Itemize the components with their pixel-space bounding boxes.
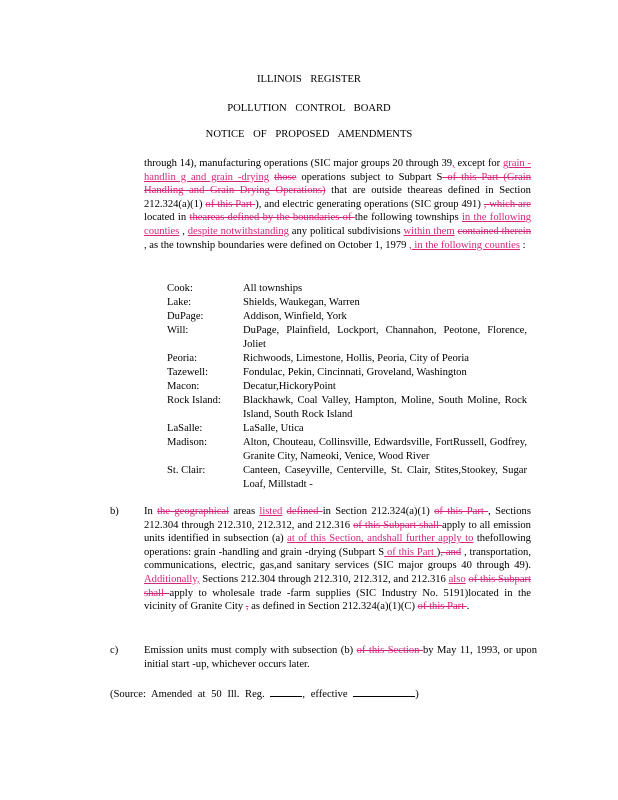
body-text: ,	[179, 225, 188, 237]
county-name: Macon:	[167, 381, 200, 392]
deleted-text: theareas defined by the boundaries of	[189, 212, 355, 224]
body-text: reas defined in Section 212.324(a)(1)	[144, 185, 531, 210]
body-text: Emission units must comply with subsection (b)	[144, 645, 357, 656]
source-prefix: (Source: Amended at 50 Ill. Reg.	[110, 689, 265, 700]
item-c-paragraph	[144, 644, 537, 671]
body-text: located in	[144, 212, 190, 224]
deleted-text: of this Section	[356, 645, 423, 656]
register-title: ILLINOIS REGISTER	[257, 74, 361, 85]
township-list: Richwoods, Limestone, Hollis, Peoria, City of Peoria	[243, 353, 469, 364]
body-text: any political subdivisions	[288, 225, 404, 237]
township-list: All townships	[243, 283, 303, 294]
county-name: Lake:	[167, 297, 192, 308]
deleted-text: , and	[440, 546, 462, 558]
deleted-text: contained therein	[457, 225, 531, 237]
county-name: Rock Island:	[167, 395, 221, 406]
body-text: operations subject to Subpart S	[296, 171, 443, 183]
inserted-text: of this Part	[384, 546, 437, 558]
effective-date-blank	[353, 686, 415, 697]
item-b-label: b)	[110, 506, 119, 517]
body-text: :	[520, 239, 526, 251]
deleted-text: , which are	[483, 198, 531, 210]
body-text: In	[144, 506, 158, 517]
inserted-text: also	[448, 573, 466, 585]
body-text: thefollowing operations: grain -handling and grain -drying (Subpart S	[144, 533, 531, 558]
township-list: Canteen, Caseyville, Centerville, St. Clair, Stites,Stookey, Sugar Loaf, Millstadt -	[243, 465, 527, 490]
intro-paragraph	[144, 157, 531, 252]
body-text: , transportation, communications, electric, gas,and sanitary services (SIC major groups 40 through 49).	[144, 546, 531, 572]
township-list: LaSalle, Utica	[243, 423, 304, 434]
county-name: Will:	[167, 325, 189, 336]
county-name: St. Clair:	[167, 465, 206, 476]
body-text: Sections 212.304 through 212.310, 212.312, and 212.316	[199, 573, 449, 585]
deleted-text: of this Part	[417, 601, 467, 613]
township-list: Shields, Waukegan, Warren	[243, 297, 360, 308]
deleted-text: defined	[286, 506, 323, 517]
source-note	[110, 686, 419, 702]
item-c-label: c)	[110, 645, 119, 656]
source-suffix: )	[415, 689, 419, 700]
county-name: Tazewell:	[167, 367, 209, 378]
township-list: DuPage, Plainfield, Lockport, Channahon, Peotone, Florence, Joliet	[243, 325, 527, 350]
body-text: except for	[454, 158, 503, 169]
deleted-text: the geographical	[157, 506, 230, 517]
body-text: , Sections 212.304 through 212.310, 212.312, and 212.316	[144, 506, 531, 531]
body-text: ), and electric generating operations (SIC group 491)	[255, 198, 484, 210]
inserted-text: at of this Section, andshall further apply to	[287, 533, 474, 545]
deleted-text: of this Subpart shall	[144, 573, 532, 599]
deleted-text: of this Part	[205, 198, 256, 210]
inserted-text: within them	[403, 225, 455, 237]
inserted-text: listed	[259, 506, 283, 517]
register-page-blank	[270, 686, 302, 697]
township-list: Blackhawk, Coal Valley, Hampton, Moline, South Moline, Rock Island, South Rock Island	[243, 395, 527, 420]
deleted-text: of this Part	[434, 506, 489, 517]
county-name: Peoria:	[167, 353, 198, 364]
county-name: Cook:	[167, 283, 193, 294]
township-list: Alton, Chouteau, Collinsville, Edwardsville, FortRussell, Godfrey, Granite City, Nameoki, Venice, Wood River	[243, 437, 527, 462]
deleted-text: of this Subpart shall	[353, 519, 443, 531]
board-title: POLLUTION CONTROL BOARD	[227, 103, 391, 114]
township-list: Fondulac, Pekin, Cincinnati, Groveland, Washington	[243, 367, 467, 378]
deleted-text: of this Part (Grain Handling and Grain Drying Operations)	[144, 171, 532, 197]
notice-title: NOTICE OF PROPOSED AMENDMENTS	[205, 129, 413, 140]
body-text: )	[436, 546, 441, 558]
body-text: through 14), manufacturing operations (SIC major groups 20 through 39	[144, 158, 453, 169]
body-text: .	[466, 601, 470, 613]
body-text: apply to all emission units identified in subsection (a)	[144, 519, 531, 545]
body-text: areas	[229, 506, 260, 517]
county-name: Madison:	[167, 437, 208, 448]
body-text: by May 11, 1993, or upon initial start -up, whichever occurs later.	[144, 645, 538, 670]
body-text: as defined in Section 212.324(a)(1)(C)	[248, 601, 418, 613]
inserted-text: grain -handlin g and grain -drying	[144, 158, 531, 183]
body-text: , as the township boundaries were defined on October 1, 1979	[144, 239, 410, 251]
body-text: that are outside thea	[325, 185, 426, 197]
body-text: apply to wholesale trade -farm supplies (SIC Industry No. 5191)located in the vicinity of Granite City	[144, 587, 531, 613]
county-name: DuPage:	[167, 311, 204, 322]
township-list: Decatur,HickoryPoint	[243, 381, 336, 392]
inserted-text: despite notwithstanding	[187, 225, 289, 237]
deleted-text: ,	[245, 601, 249, 613]
inserted-text: , in the following counties	[409, 239, 521, 251]
body-text: the following townships	[354, 212, 462, 224]
township-list: Addison, Winfield, York	[243, 311, 347, 322]
deleted-text: those	[274, 171, 297, 183]
inserted-text: Additionally,	[144, 573, 200, 585]
county-name: LaSalle:	[167, 423, 203, 434]
item-b-paragraph	[144, 505, 531, 614]
inserted-text: in the following counties	[144, 212, 532, 237]
body-text: in Section 212.324(a)(1)	[322, 506, 435, 517]
source-middle: , effective	[302, 689, 348, 700]
inserted-text: ,	[452, 158, 455, 169]
